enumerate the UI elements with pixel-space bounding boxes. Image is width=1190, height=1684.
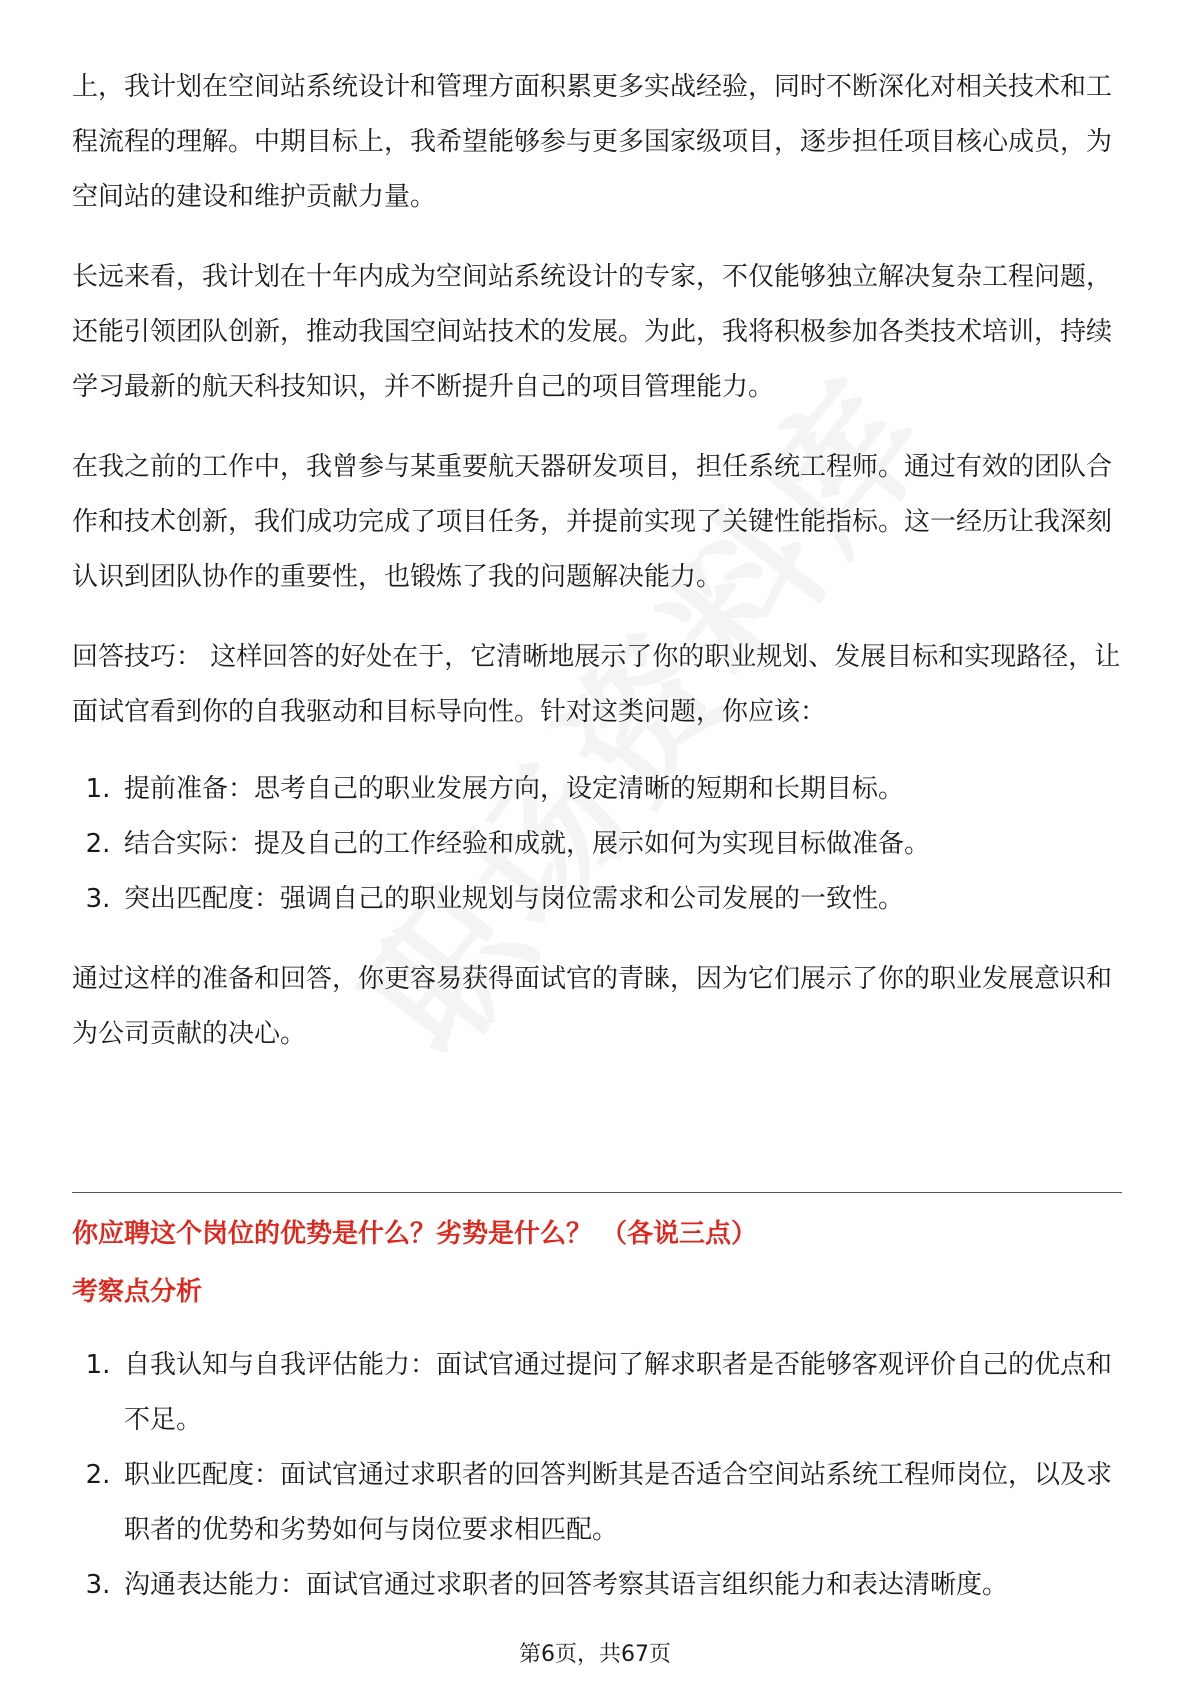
list-text: 沟通表达能力：面试官通过求职者的回答考察其语言组织能力和表达清晰度。: [124, 1570, 1009, 1600]
paragraph-answer-tips: 回答技巧： 这样回答的好处在于，它清晰地展示了你的职业规划、发展目标和实现路径，让面试官看到你的自我驱动和目标导向性。针对这类问题，你应该：: [72, 642, 1121, 727]
list-number: 1.: [85, 1350, 111, 1380]
list-item: [72, 872, 1122, 927]
list-item: [72, 762, 1122, 817]
list-text: 提前准备：思考自己的职业发展方向，设定清晰的短期和长期目标。: [124, 774, 905, 804]
list-number: 1.: [85, 774, 111, 804]
paragraph-past-experience: 在我之前的工作中，我曾参与某重要航天器研发项目，担任系统工程师。通过有效的团队合作和技术创新，我们成功完成了项目任务，并提前实现了关键性能指标。这一经历让我深刻认识到团队协作的重要性，也锻炼了我的问题解决能力。: [72, 452, 1113, 592]
list-number: 3.: [85, 1570, 111, 1600]
list-item: [72, 817, 1122, 872]
list-item: [72, 1448, 1122, 1558]
list-item: [72, 1558, 1122, 1613]
question-title: 你应聘这个岗位的优势是什么？劣势是什么？ （各说三点）: [72, 1219, 758, 1249]
list-text: 结合实际：提及自己的工作经验和成就，展示如何为实现目标做准备。: [124, 829, 931, 859]
paragraph-long-term-goal: 长远来看，我计划在十年内成为空间站系统设计的专家，不仅能够独立解决复杂工程问题，还能引领团队创新，推动我国空间站技术的发展。为此，我将积极参加各类技术培训，持续学习最新的航天科技知识，并不断提升自己的项目管理能力。: [72, 262, 1113, 402]
list-text: 突出匹配度：强调自己的职业规划与岗位需求和公司发展的一致性。: [124, 884, 905, 914]
analysis-list: [72, 1338, 1122, 1613]
page-footer: 第6页，共67页: [519, 1642, 671, 1667]
analysis-heading: 考察点分析: [72, 1277, 203, 1307]
list-number: 3.: [85, 884, 111, 914]
paragraph-closing: 通过这样的准备和回答，你更容易获得面试官的青睐，因为它们展示了你的职业发展意识和为公司贡献的决心。: [72, 964, 1113, 1049]
list-number: 2.: [85, 829, 111, 859]
list-text: 自我认知与自我评估能力：面试官通过提问了解求职者是否能够客观评价自己的优点和不足。: [124, 1350, 1113, 1435]
list-item: [72, 1338, 1122, 1448]
list-number: 2.: [85, 1460, 111, 1490]
section-divider: [72, 1192, 1122, 1193]
list-text: 职业匹配度：面试官通过求职者的回答判断其是否适合空间站系统工程师岗位，以及求职者的优势和劣势如何与岗位要求相匹配。: [124, 1460, 1113, 1545]
paragraph-career-plan: 上，我计划在空间站系统设计和管理方面积累更多实战经验，同时不断深化对相关技术和工程流程的理解。中期目标上，我希望能够参与更多国家级项目，逐步担任项目核心成员，为空间站的建设和维护贡献力量。: [72, 72, 1113, 212]
tips-list: [72, 762, 1122, 927]
